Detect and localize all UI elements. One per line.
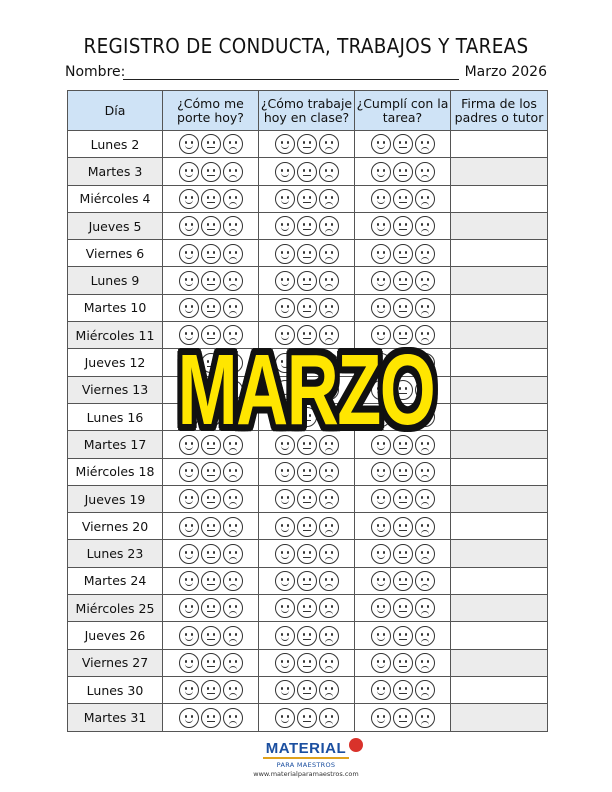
sad-face-icon[interactable] bbox=[415, 216, 435, 236]
day-cell: Lunes 2 bbox=[68, 131, 163, 158]
faces-homework-cell bbox=[355, 622, 451, 649]
sad-face-icon[interactable] bbox=[223, 271, 243, 291]
neutral-face-icon[interactable] bbox=[393, 189, 413, 209]
faces-classwork-cell bbox=[259, 267, 355, 294]
sad-face-icon[interactable] bbox=[415, 544, 435, 564]
faces-behavior-cell bbox=[163, 131, 259, 158]
sad-face-icon[interactable] bbox=[223, 162, 243, 182]
neutral-face-icon[interactable] bbox=[201, 271, 221, 291]
name-line bbox=[65, 64, 547, 84]
day-cell: Jueves 19 bbox=[68, 485, 163, 512]
day-cell: Jueves 5 bbox=[68, 212, 163, 239]
neutral-face-icon[interactable] bbox=[393, 653, 413, 673]
signature-cell[interactable] bbox=[451, 267, 548, 294]
table-row bbox=[68, 458, 548, 485]
happy-face-icon[interactable] bbox=[179, 189, 199, 209]
neutral-face-icon[interactable] bbox=[393, 598, 413, 618]
happy-face-icon[interactable] bbox=[275, 216, 295, 236]
signature-cell[interactable] bbox=[451, 540, 548, 567]
table-row bbox=[68, 540, 548, 567]
day-cell: Miércoles 25 bbox=[68, 595, 163, 622]
day-cell: Miércoles 18 bbox=[68, 458, 163, 485]
neutral-face-icon[interactable] bbox=[201, 162, 221, 182]
neutral-face-icon[interactable] bbox=[297, 216, 317, 236]
day-cell: Viernes 20 bbox=[68, 513, 163, 540]
happy-face-icon[interactable] bbox=[179, 216, 199, 236]
neutral-face-icon[interactable] bbox=[201, 462, 221, 482]
faces-behavior-cell bbox=[163, 158, 259, 185]
faces-homework-cell bbox=[355, 567, 451, 594]
day-cell: Lunes 16 bbox=[68, 403, 163, 430]
sad-face-icon[interactable] bbox=[319, 626, 339, 646]
happy-face-icon[interactable] bbox=[179, 544, 199, 564]
sad-face-icon[interactable] bbox=[319, 680, 339, 700]
signature-cell[interactable] bbox=[451, 513, 548, 540]
neutral-face-icon[interactable] bbox=[297, 134, 317, 154]
faces-homework-cell bbox=[355, 131, 451, 158]
table-row bbox=[68, 485, 548, 512]
apple-icon bbox=[349, 738, 363, 752]
neutral-face-icon[interactable] bbox=[297, 244, 317, 264]
faces-classwork-cell bbox=[259, 513, 355, 540]
happy-face-icon[interactable] bbox=[275, 571, 295, 591]
faces-behavior-cell bbox=[163, 294, 259, 321]
sad-face-icon[interactable] bbox=[415, 162, 435, 182]
faces-behavior-cell bbox=[163, 676, 259, 703]
table-row bbox=[68, 267, 548, 294]
neutral-face-icon[interactable] bbox=[393, 216, 413, 236]
column-header-homework: ¿Cumplí con la tarea? bbox=[355, 91, 451, 131]
neutral-face-icon[interactable] bbox=[393, 571, 413, 591]
faces-homework-cell bbox=[355, 267, 451, 294]
neutral-face-icon[interactable] bbox=[201, 571, 221, 591]
table-row bbox=[68, 212, 548, 239]
happy-face-icon[interactable] bbox=[275, 489, 295, 509]
sad-face-icon[interactable] bbox=[223, 462, 243, 482]
faces-behavior-cell bbox=[163, 212, 259, 239]
faces-behavior-cell bbox=[163, 267, 259, 294]
happy-face-icon[interactable] bbox=[371, 298, 391, 318]
faces-classwork-cell bbox=[259, 540, 355, 567]
sad-face-icon[interactable] bbox=[223, 544, 243, 564]
faces-classwork-cell bbox=[259, 185, 355, 212]
happy-face-icon[interactable] bbox=[371, 708, 391, 728]
sad-face-icon[interactable] bbox=[415, 571, 435, 591]
faces-classwork-cell bbox=[259, 485, 355, 512]
sad-face-icon[interactable] bbox=[319, 271, 339, 291]
faces-behavior-cell bbox=[163, 185, 259, 212]
faces-homework-cell bbox=[355, 185, 451, 212]
faces-homework-cell bbox=[355, 458, 451, 485]
happy-face-icon[interactable] bbox=[275, 271, 295, 291]
neutral-face-icon[interactable] bbox=[201, 517, 221, 537]
table-row bbox=[68, 567, 548, 594]
happy-face-icon[interactable] bbox=[179, 162, 199, 182]
faces-homework-cell bbox=[355, 294, 451, 321]
neutral-face-icon[interactable] bbox=[201, 680, 221, 700]
faces-classwork-cell bbox=[259, 649, 355, 676]
sad-face-icon[interactable] bbox=[223, 134, 243, 154]
sad-face-icon[interactable] bbox=[415, 134, 435, 154]
faces-classwork-cell bbox=[259, 622, 355, 649]
happy-face-icon[interactable] bbox=[275, 462, 295, 482]
neutral-face-icon[interactable] bbox=[393, 462, 413, 482]
table-row bbox=[68, 185, 548, 212]
day-cell: Lunes 30 bbox=[68, 676, 163, 703]
sad-face-icon[interactable] bbox=[415, 244, 435, 264]
neutral-face-icon[interactable] bbox=[297, 189, 317, 209]
sad-face-icon[interactable] bbox=[415, 489, 435, 509]
happy-face-icon[interactable] bbox=[371, 216, 391, 236]
faces-classwork-cell bbox=[259, 158, 355, 185]
column-header-classwork: ¿Cómo trabaje hoy en clase? bbox=[259, 91, 355, 131]
faces-classwork-cell bbox=[259, 704, 355, 731]
table-row bbox=[68, 513, 548, 540]
faces-behavior-cell bbox=[163, 649, 259, 676]
happy-face-icon[interactable] bbox=[275, 298, 295, 318]
neutral-face-icon[interactable] bbox=[297, 517, 317, 537]
neutral-face-icon[interactable] bbox=[201, 544, 221, 564]
neutral-face-icon[interactable] bbox=[201, 489, 221, 509]
neutral-face-icon[interactable] bbox=[201, 708, 221, 728]
page-title: REGISTRO DE CONDUCTA, TRABAJOS Y TAREAS bbox=[83, 34, 529, 58]
happy-face-icon[interactable] bbox=[371, 571, 391, 591]
day-cell: Miércoles 11 bbox=[68, 322, 163, 349]
happy-face-icon[interactable] bbox=[275, 653, 295, 673]
happy-face-icon[interactable] bbox=[179, 708, 199, 728]
happy-face-icon[interactable] bbox=[371, 544, 391, 564]
table-row bbox=[68, 131, 548, 158]
faces-homework-cell bbox=[355, 513, 451, 540]
neutral-face-icon[interactable] bbox=[393, 489, 413, 509]
happy-face-icon[interactable] bbox=[371, 680, 391, 700]
signature-cell[interactable] bbox=[451, 212, 548, 239]
sad-face-icon[interactable] bbox=[223, 189, 243, 209]
sad-face-icon[interactable] bbox=[319, 189, 339, 209]
neutral-face-icon[interactable] bbox=[393, 708, 413, 728]
happy-face-icon[interactable] bbox=[179, 653, 199, 673]
sad-face-icon[interactable] bbox=[415, 462, 435, 482]
happy-face-icon[interactable] bbox=[371, 653, 391, 673]
neutral-face-icon[interactable] bbox=[297, 626, 317, 646]
happy-face-icon[interactable] bbox=[179, 298, 199, 318]
happy-face-icon[interactable] bbox=[179, 271, 199, 291]
faces-homework-cell bbox=[355, 649, 451, 676]
faces-classwork-cell bbox=[259, 595, 355, 622]
day-cell: Martes 17 bbox=[68, 431, 163, 458]
signature-cell[interactable] bbox=[451, 704, 548, 731]
signature-cell[interactable] bbox=[451, 622, 548, 649]
table-header-row bbox=[68, 91, 548, 131]
sad-face-icon[interactable] bbox=[223, 571, 243, 591]
sad-face-icon[interactable] bbox=[223, 680, 243, 700]
neutral-face-icon[interactable] bbox=[297, 489, 317, 509]
faces-homework-cell bbox=[355, 485, 451, 512]
sad-face-icon[interactable] bbox=[319, 653, 339, 673]
neutral-face-icon[interactable] bbox=[297, 162, 317, 182]
happy-face-icon[interactable] bbox=[275, 598, 295, 618]
table-row bbox=[68, 595, 548, 622]
sad-face-icon[interactable] bbox=[415, 517, 435, 537]
signature-cell[interactable] bbox=[451, 567, 548, 594]
sad-face-icon[interactable] bbox=[415, 271, 435, 291]
happy-face-icon[interactable] bbox=[275, 134, 295, 154]
faces-behavior-cell bbox=[163, 485, 259, 512]
faces-classwork-cell bbox=[259, 240, 355, 267]
table-row bbox=[68, 294, 548, 321]
day-cell: Martes 10 bbox=[68, 294, 163, 321]
neutral-face-icon[interactable] bbox=[297, 462, 317, 482]
faces-classwork-cell bbox=[259, 294, 355, 321]
neutral-face-icon[interactable] bbox=[393, 517, 413, 537]
signature-cell[interactable] bbox=[451, 185, 548, 212]
happy-face-icon[interactable] bbox=[371, 244, 391, 264]
table-row bbox=[68, 240, 548, 267]
table-row bbox=[68, 704, 548, 731]
sad-face-icon[interactable] bbox=[223, 216, 243, 236]
day-cell: Martes 31 bbox=[68, 704, 163, 731]
faces-behavior-cell bbox=[163, 622, 259, 649]
sad-face-icon[interactable] bbox=[415, 298, 435, 318]
table-row bbox=[68, 158, 548, 185]
sad-face-icon[interactable] bbox=[319, 571, 339, 591]
happy-face-icon[interactable] bbox=[275, 244, 295, 264]
signature-cell[interactable] bbox=[451, 294, 548, 321]
faces-classwork-cell bbox=[259, 567, 355, 594]
neutral-face-icon[interactable] bbox=[201, 298, 221, 318]
sad-face-icon[interactable] bbox=[223, 298, 243, 318]
neutral-face-icon[interactable] bbox=[297, 271, 317, 291]
faces-classwork-cell bbox=[259, 212, 355, 239]
neutral-face-icon[interactable] bbox=[297, 708, 317, 728]
neutral-face-icon[interactable] bbox=[393, 162, 413, 182]
signature-cell[interactable] bbox=[451, 649, 548, 676]
faces-classwork-cell bbox=[259, 458, 355, 485]
sad-face-icon[interactable] bbox=[319, 489, 339, 509]
publisher-logo bbox=[245, 738, 367, 780]
neutral-face-icon[interactable] bbox=[393, 626, 413, 646]
logo-url: www.materialparamaestros.com bbox=[253, 770, 359, 778]
happy-face-icon[interactable] bbox=[371, 626, 391, 646]
neutral-face-icon[interactable] bbox=[297, 653, 317, 673]
faces-behavior-cell bbox=[163, 595, 259, 622]
happy-face-icon[interactable] bbox=[275, 517, 295, 537]
happy-face-icon[interactable] bbox=[179, 680, 199, 700]
day-cell: Jueves 12 bbox=[68, 349, 163, 376]
column-header-day: Día bbox=[68, 91, 163, 131]
happy-face-icon[interactable] bbox=[179, 626, 199, 646]
signature-cell[interactable] bbox=[451, 131, 548, 158]
happy-face-icon[interactable] bbox=[179, 598, 199, 618]
happy-face-icon[interactable] bbox=[275, 708, 295, 728]
neutral-face-icon[interactable] bbox=[201, 598, 221, 618]
day-cell: Viernes 6 bbox=[68, 240, 163, 267]
table-row bbox=[68, 622, 548, 649]
neutral-face-icon[interactable] bbox=[201, 653, 221, 673]
sad-face-icon[interactable] bbox=[319, 298, 339, 318]
happy-face-icon[interactable] bbox=[275, 544, 295, 564]
neutral-face-icon[interactable] bbox=[297, 598, 317, 618]
happy-face-icon[interactable] bbox=[275, 626, 295, 646]
happy-face-icon[interactable] bbox=[179, 517, 199, 537]
happy-face-icon[interactable] bbox=[275, 189, 295, 209]
happy-face-icon[interactable] bbox=[371, 489, 391, 509]
sad-face-icon[interactable] bbox=[223, 489, 243, 509]
happy-face-icon[interactable] bbox=[179, 134, 199, 154]
neutral-face-icon[interactable] bbox=[201, 244, 221, 264]
neutral-face-icon[interactable] bbox=[297, 680, 317, 700]
happy-face-icon[interactable] bbox=[275, 162, 295, 182]
faces-homework-cell bbox=[355, 595, 451, 622]
neutral-face-icon[interactable] bbox=[393, 298, 413, 318]
day-cell: Martes 3 bbox=[68, 158, 163, 185]
sad-face-icon[interactable] bbox=[319, 517, 339, 537]
neutral-face-icon[interactable] bbox=[297, 544, 317, 564]
happy-face-icon[interactable] bbox=[371, 462, 391, 482]
happy-face-icon[interactable] bbox=[371, 517, 391, 537]
happy-face-icon[interactable] bbox=[371, 598, 391, 618]
sad-face-icon[interactable] bbox=[415, 189, 435, 209]
signature-cell[interactable] bbox=[451, 676, 548, 703]
happy-face-icon[interactable] bbox=[179, 244, 199, 264]
sad-face-icon[interactable] bbox=[223, 244, 243, 264]
column-header-signature: Firma de los padres o tutor bbox=[451, 91, 548, 131]
logo-tagline: PARA MAESTROS bbox=[276, 761, 336, 769]
faces-homework-cell bbox=[355, 212, 451, 239]
neutral-face-icon[interactable] bbox=[201, 216, 221, 236]
faces-classwork-cell bbox=[259, 676, 355, 703]
table-row bbox=[68, 649, 548, 676]
neutral-face-icon[interactable] bbox=[393, 244, 413, 264]
sad-face-icon[interactable] bbox=[319, 462, 339, 482]
day-cell: Jueves 26 bbox=[68, 622, 163, 649]
sad-face-icon[interactable] bbox=[319, 708, 339, 728]
neutral-face-icon[interactable] bbox=[201, 189, 221, 209]
table-row bbox=[68, 676, 548, 703]
faces-behavior-cell bbox=[163, 704, 259, 731]
day-cell: Martes 24 bbox=[68, 567, 163, 594]
sad-face-icon[interactable] bbox=[223, 598, 243, 618]
sad-face-icon[interactable] bbox=[319, 598, 339, 618]
sad-face-icon[interactable] bbox=[415, 708, 435, 728]
sad-face-icon[interactable] bbox=[319, 162, 339, 182]
sad-face-icon[interactable] bbox=[319, 544, 339, 564]
neutral-face-icon[interactable] bbox=[201, 134, 221, 154]
neutral-face-icon[interactable] bbox=[393, 544, 413, 564]
faces-homework-cell bbox=[355, 240, 451, 267]
name-label: Nombre: bbox=[65, 64, 126, 80]
faces-behavior-cell bbox=[163, 567, 259, 594]
sad-face-icon[interactable] bbox=[319, 244, 339, 264]
day-cell: Viernes 27 bbox=[68, 649, 163, 676]
neutral-face-icon[interactable] bbox=[297, 571, 317, 591]
sad-face-icon[interactable] bbox=[223, 517, 243, 537]
sad-face-icon[interactable] bbox=[223, 653, 243, 673]
neutral-face-icon[interactable] bbox=[393, 680, 413, 700]
sad-face-icon[interactable] bbox=[415, 598, 435, 618]
sad-face-icon[interactable] bbox=[415, 653, 435, 673]
logo-brand: MATERIAL bbox=[263, 740, 349, 759]
faces-homework-cell bbox=[355, 158, 451, 185]
faces-behavior-cell bbox=[163, 540, 259, 567]
day-cell: Lunes 23 bbox=[68, 540, 163, 567]
signature-cell[interactable] bbox=[451, 240, 548, 267]
sad-face-icon[interactable] bbox=[223, 708, 243, 728]
faces-behavior-cell bbox=[163, 240, 259, 267]
neutral-face-icon[interactable] bbox=[201, 626, 221, 646]
faces-homework-cell bbox=[355, 676, 451, 703]
signature-cell[interactable] bbox=[451, 158, 548, 185]
faces-behavior-cell bbox=[163, 513, 259, 540]
faces-classwork-cell bbox=[259, 131, 355, 158]
faces-homework-cell bbox=[355, 704, 451, 731]
sad-face-icon[interactable] bbox=[319, 216, 339, 236]
day-cell: Lunes 9 bbox=[68, 267, 163, 294]
neutral-face-icon[interactable] bbox=[393, 134, 413, 154]
happy-face-icon[interactable] bbox=[179, 571, 199, 591]
day-cell: Miércoles 4 bbox=[68, 185, 163, 212]
happy-face-icon[interactable] bbox=[275, 680, 295, 700]
day-cell: Viernes 13 bbox=[68, 376, 163, 403]
faces-behavior-cell bbox=[163, 458, 259, 485]
month-overlay-title: MARZO bbox=[177, 334, 435, 446]
name-blank-line bbox=[123, 79, 459, 80]
happy-face-icon[interactable] bbox=[371, 134, 391, 154]
faces-homework-cell bbox=[355, 540, 451, 567]
sad-face-icon[interactable] bbox=[415, 680, 435, 700]
month-year: Marzo 2026 bbox=[464, 64, 547, 80]
column-header-behavior: ¿Cómo me porte hoy? bbox=[163, 91, 259, 131]
sad-face-icon[interactable] bbox=[319, 134, 339, 154]
happy-face-icon[interactable] bbox=[371, 189, 391, 209]
signature-cell[interactable] bbox=[451, 458, 548, 485]
signature-cell[interactable] bbox=[451, 595, 548, 622]
happy-face-icon[interactable] bbox=[371, 162, 391, 182]
neutral-face-icon[interactable] bbox=[297, 298, 317, 318]
happy-face-icon[interactable] bbox=[371, 271, 391, 291]
neutral-face-icon[interactable] bbox=[393, 271, 413, 291]
signature-cell[interactable] bbox=[451, 485, 548, 512]
sad-face-icon[interactable] bbox=[223, 626, 243, 646]
happy-face-icon[interactable] bbox=[179, 489, 199, 509]
sad-face-icon[interactable] bbox=[415, 626, 435, 646]
happy-face-icon[interactable] bbox=[179, 462, 199, 482]
